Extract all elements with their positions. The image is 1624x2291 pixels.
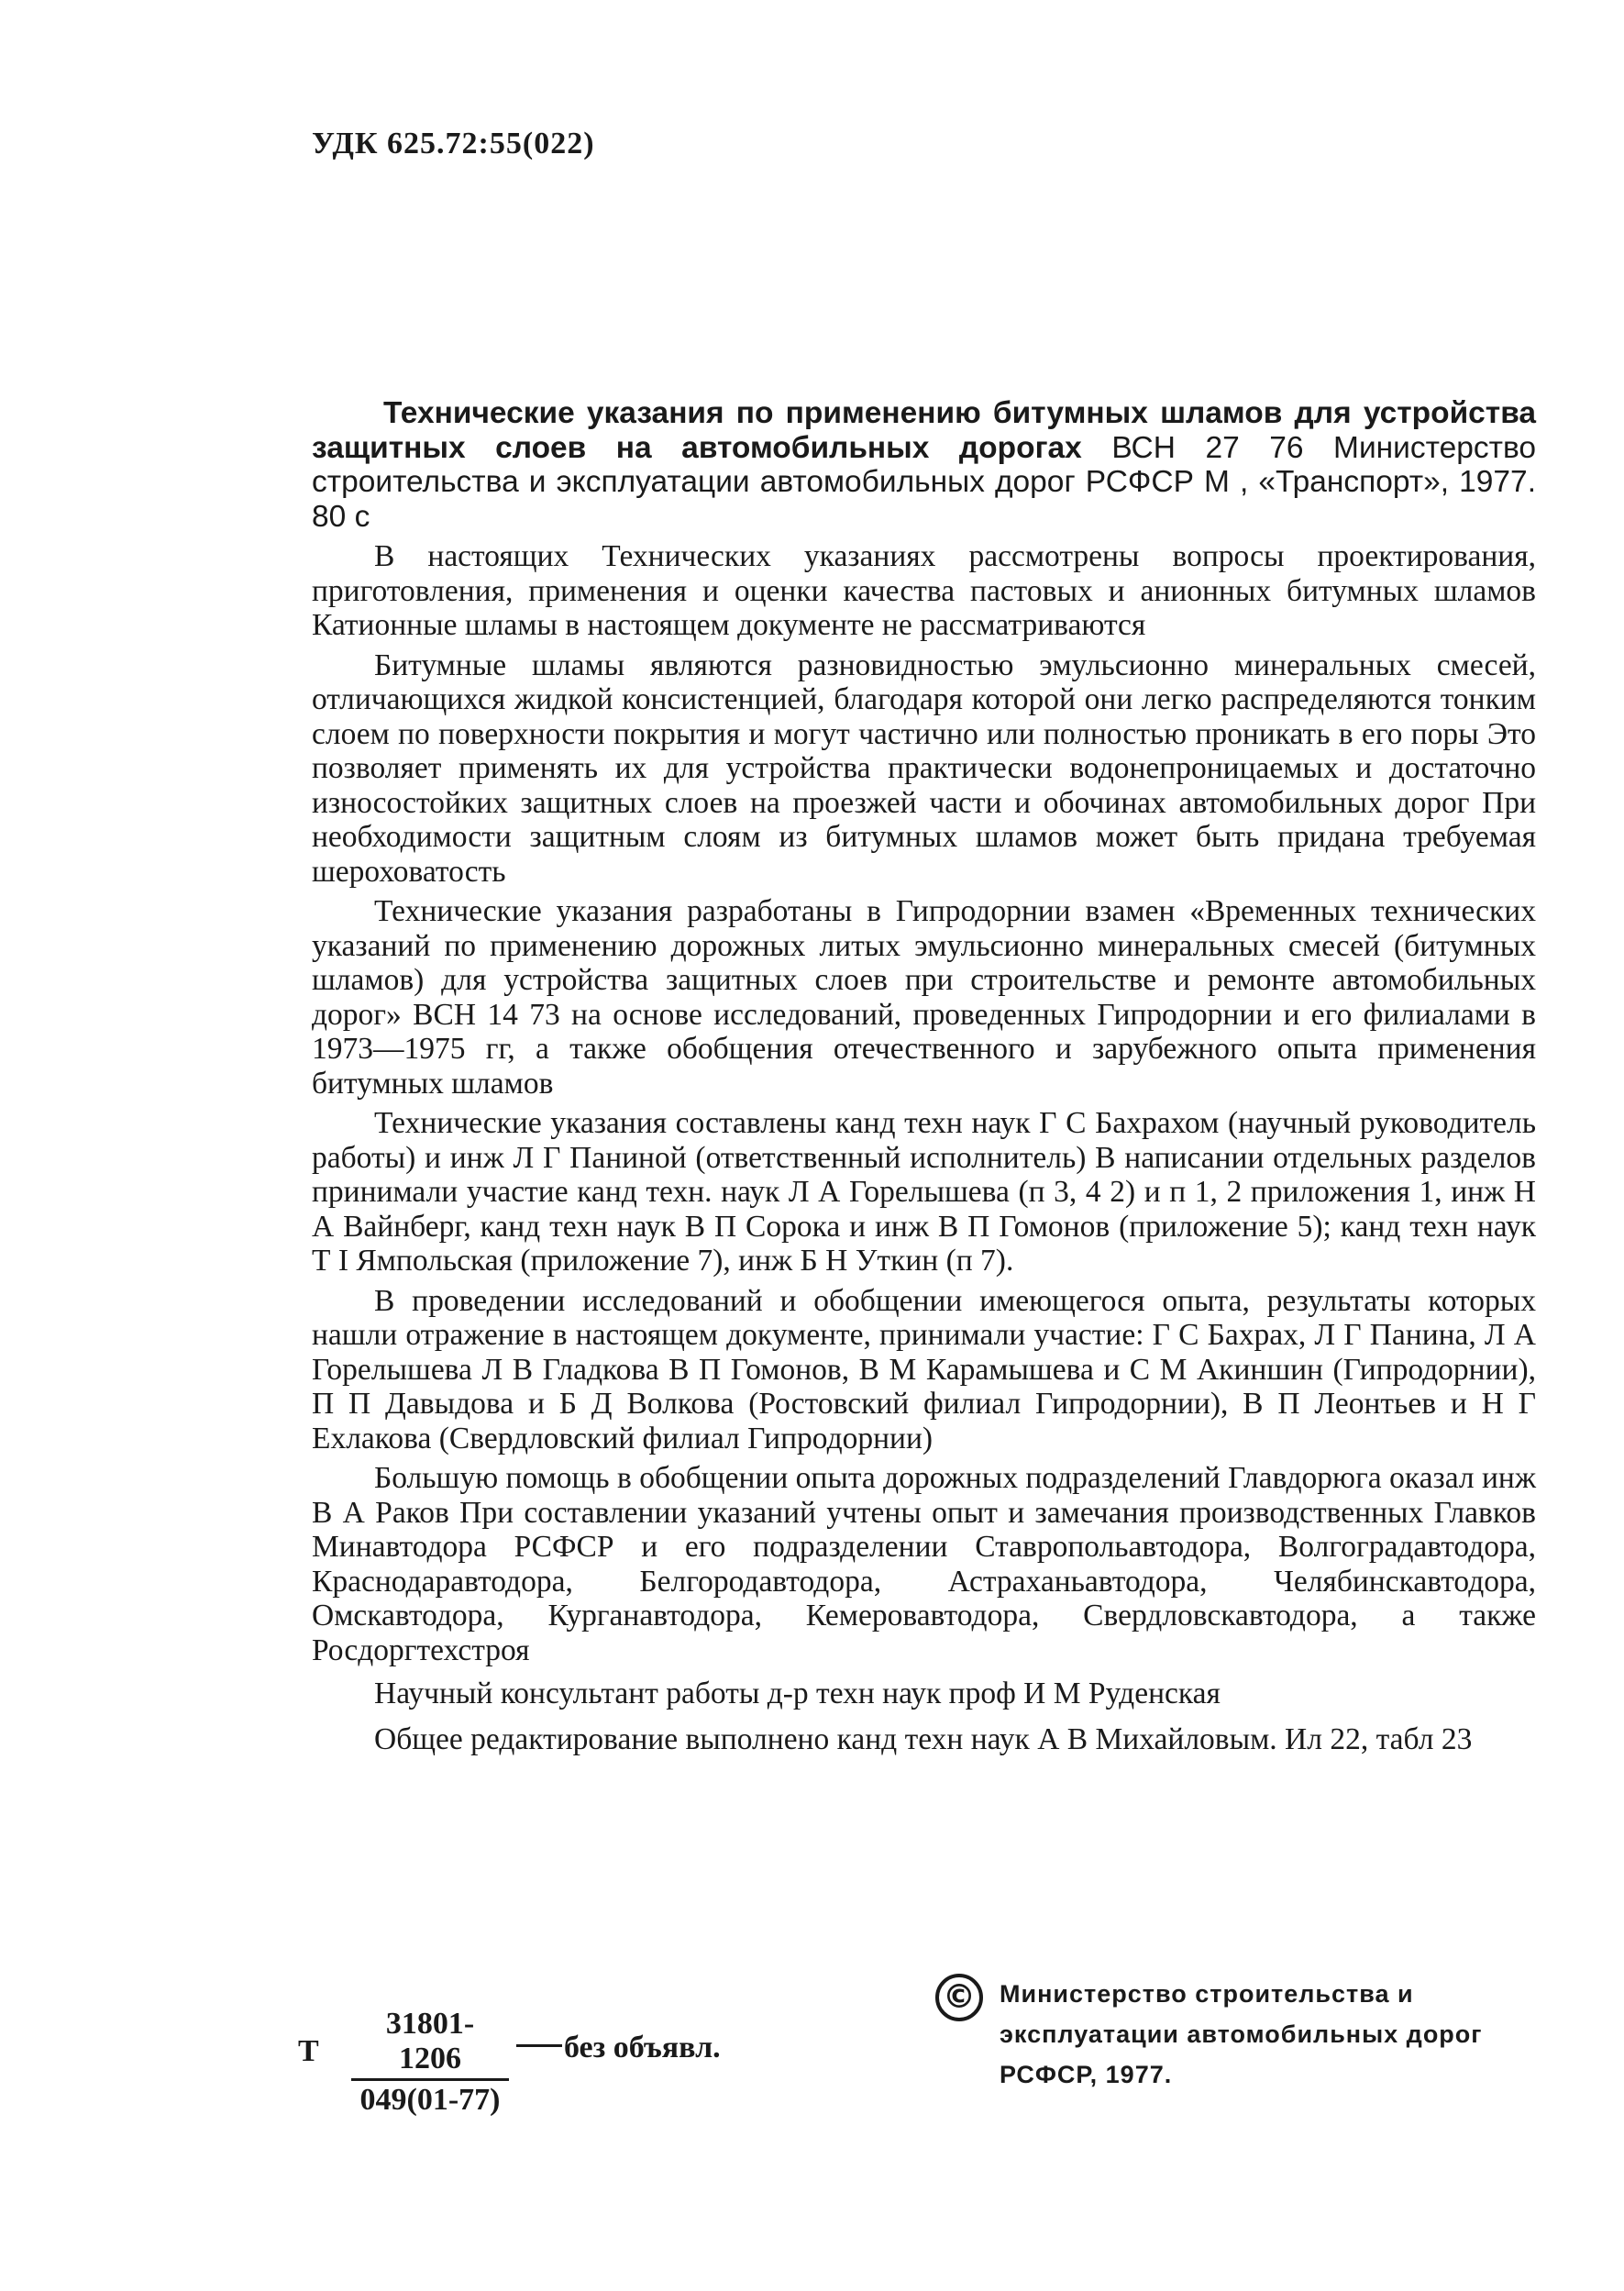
fraction-rule [516, 2044, 562, 2047]
document-body [312, 396, 1536, 1756]
index-denominator: 049(01-77) [359, 2083, 501, 2117]
abstract-details: ВСН 27 76 Министерство строительства и эксплуатации автомобильных дорог РСФСР М , «Транспорт», 1977. 80 с [312, 430, 1536, 534]
copyright-block [935, 1972, 1568, 2091]
abstract-title: Технические указания по применению битумных шламов для устройства защитных слоев на автомобильных дорогах [312, 396, 1536, 465]
scientific-consultant: Научный консультант работы д-р техн наук проф И М Руденская [374, 1677, 1221, 1710]
copyright-text: Министерство строительства и эксплуатации автомобильных дорог РСФСР, 1977. [1000, 1980, 1483, 2088]
paragraph-development: Технические указания разработаны в Гипродорнии взамен «Временных технических указаний по применению дорожных литых эмульсионно минеральных смесей (битумных шламов) для устройства защитных слоев при строительстве и ремонте автомобильных дорог» ВСН 14 73 на основе исследований, проведенных Гипродорнии и его филиалами в 1973—1975 гг, а также обобщения отечественного и зарубежного опыта применения битумных шламов [312, 894, 1536, 1101]
paragraph-research: В проведении исследований и обобщении имеющегося опыта, результаты которых нашли отражение в настоящем документе, принимали участие: Г С Бахрах, Л Г Панина, Л А Горелышева Л В Гладкова В П Гомонов, В М Карамышева и С М Акиншин (Гипродорнии), П П Давыдова и Б Д Волкова (Ростовский филиал Гипродорнии), В П Леонтьев и Н Г Ехлакова (Свердловский филиал Гипродорнии) [312, 1283, 1536, 1455]
paragraph-acknowledgements: Большую помощь в обобщении опыта дорожных подразделений Главдорюга оказал инж В А Раков При составлении указаний учтены опыт и замечания производственных Главков Минавтодора РСФСР и его подразделении Ставропольавтодора, Волгоградавтодора, Краснодаравтодора, Белгородавтодора, Астраханьавтодора, Челябинскавтодора, Омскавтодора, Курганавтодора, Кемеровавтодора, Свердловскавтодора, а также Росдоргтехстроя [312, 1461, 1536, 1667]
paragraph-scope: В настоящих Технических указаниях рассмотрены вопросы проектирования, приготовления, применения и оценки качества пастовых и анионных битумных шламов Катионные шламы в настоящем документе не рассматриваются [312, 539, 1536, 642]
paragraph-definition: Битумные шламы являются разновидностью эмульсионно минеральных смесей, отличающихся жидкой консистенцией, благодаря которой они легко распределяются тонким слоем по поверхности покрытия и могут частично или полностью проникать в его поры Это позволяет применять их для устройства практически водонепроницаемых и достаточно износостойких защитных слоев на проезжей части и обочинах автомобильных дорог При необходимости защитным слоям из битумных шламов может быть придана требуемая шероховатость [312, 647, 1536, 889]
general-editing: Общее редактирование выполнено канд техн наук А В Михайловым. Ил 22, табл 23 [374, 1721, 1473, 1756]
bibliographic-abstract [312, 396, 1536, 534]
udk-code: УДК 625.72:55(022) [312, 127, 595, 160]
copyright-icon: © [935, 1974, 983, 2021]
index-letter: Т [298, 2034, 319, 2068]
index-note: без объявл. [564, 2031, 721, 2064]
paragraph-authors: Технические указания составлены канд техн наук Г С Бахрахом (научный руководитель работы) и инж Л Г Паниной (ответственный исполнитель) В написании отдельных разделов принимали участие канд техн. наук Л А Горелышева (п 3, 4 2) и п 1, 2 приложения 1, инж Н А Вайнберг, канд техн наук В П Сорока и инж В П Гомонов (приложение 5); канд техн наук Т І Ямпольская (приложение 7), инж Б Н Уткин (п 7). [312, 1106, 1536, 1278]
index-fraction [351, 2007, 509, 2118]
index-numerator: 31801-1206 [351, 2007, 509, 2081]
